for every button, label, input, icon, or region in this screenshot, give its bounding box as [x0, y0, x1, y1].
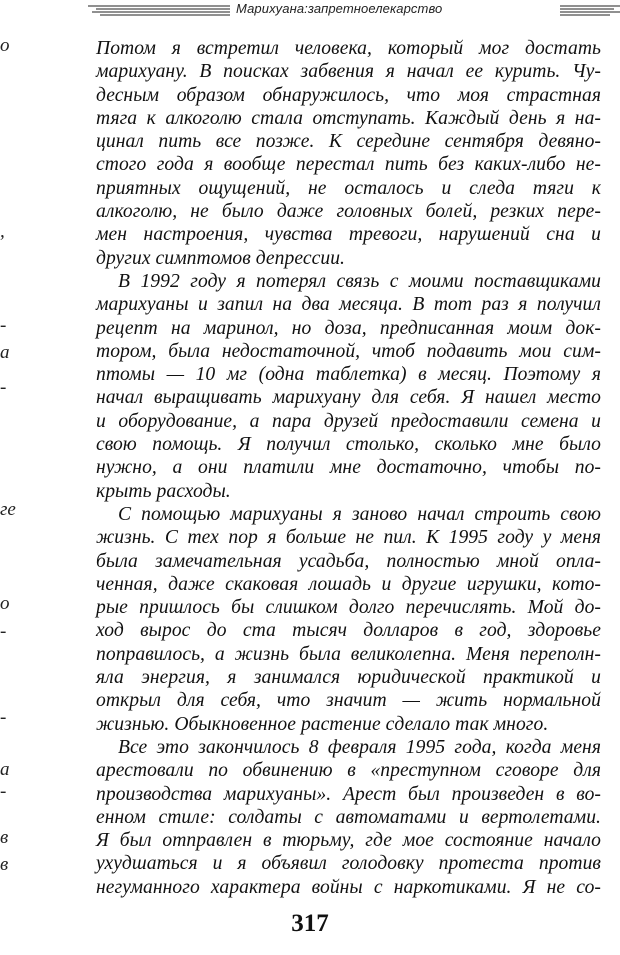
- text-line: тяга к алкоголю стала отступать. Каждый день я на-: [96, 107, 601, 129]
- header-title: Марихуана:запретноелекарство: [236, 1, 443, 16]
- text-line: приятных ощущений, не осталось и следа тяги к: [96, 177, 601, 199]
- margin-fragment: -: [0, 377, 7, 398]
- text-line: начал выращивать марихуану для себя. Я нашел место: [96, 387, 601, 409]
- margin-fragment: -: [0, 621, 7, 642]
- text-line: мен настроения, чувства тревоги, нарушений сна и: [96, 224, 601, 246]
- text-line: жизнью. Обыкновенное растение сделало так много.: [96, 713, 549, 735]
- text-line: яла энергия, я занимался юридической практикой и: [96, 667, 601, 689]
- text-line: других симптомов депрессии.: [96, 247, 345, 269]
- margin-fragment: ,: [0, 221, 5, 242]
- text-line: арестовали по обвинению в «преступном сговоре для: [96, 760, 601, 782]
- body-text: [96, 37, 601, 899]
- text-line: марихуаны и запил на два месяца. В тот раз я получил: [96, 294, 601, 316]
- text-line: енном стиле: солдаты с автоматами и вертолетами.: [96, 806, 601, 828]
- header-rule-left: [88, 4, 230, 16]
- text-line: марихуану. В поисках забвения я начал ее курить. Чу-: [96, 61, 601, 83]
- text-line: С помощью марихуаны я заново начал строить свою: [118, 503, 601, 525]
- running-header: [88, 0, 620, 20]
- text-line: стого года я вообще перестал пить без каких-либо не-: [96, 154, 601, 176]
- text-line: производства марихуаны». Арест был произведен в во-: [96, 783, 601, 805]
- text-line: птомы — 10 мг (одна таблетка) в месяц. Поэтому я: [96, 364, 601, 386]
- margin-fragment: о: [0, 593, 10, 614]
- text-line: рые пришлось бы слишком долго перечислять. Мой до-: [96, 597, 601, 619]
- text-line: нужно, а они платили мне достаточно, чтобы по-: [96, 457, 601, 479]
- margin-fragment: в: [0, 854, 9, 875]
- text-line: ход вырос до ста тысяч долларов в год, здоровье: [96, 620, 601, 642]
- text-line: ухудшаться и я объявил голодовку протеста против: [96, 853, 601, 875]
- text-line: В 1992 году я потерял связь с моими поставщиками: [118, 270, 601, 292]
- text-line: алкоголю, не было даже головных болей, резких пере-: [96, 201, 601, 223]
- margin-fragment: о: [0, 35, 10, 56]
- text-line: Все это закончилось 8 февраля 1995 года, когда меня: [118, 736, 601, 758]
- margin-fragment: -: [0, 781, 7, 802]
- text-line: Я был отправлен в тюрьму, где мое состояние начало: [96, 830, 601, 852]
- text-line: открыл для себя, что значит — жить нормальной: [96, 690, 601, 712]
- text-line: цинал пить все позже. К середине сентября девяно-: [96, 131, 601, 153]
- text-line: Потом я встретил человека, который мог достать: [96, 38, 601, 59]
- margin-fragment: а: [0, 759, 10, 780]
- margin-fragment: а: [0, 342, 10, 363]
- text-line: негуманного характера войны с наркотиками. Я не со-: [96, 876, 601, 898]
- header-rule-right: [560, 4, 620, 16]
- page-number: 317: [291, 910, 329, 937]
- text-line: тором, была недостаточной, чтоб подавить мои сим-: [96, 340, 601, 362]
- margin-fragment: -: [0, 707, 7, 728]
- text-line: ченная, даже скаковая лошадь и другие игрушки, кото-: [96, 573, 601, 595]
- margin-fragment: ге: [0, 499, 16, 520]
- text-line: жизнь. С тех пор я больше не пил. К 1995 году у меня: [96, 527, 601, 549]
- text-line: десным образом обнаружилось, что моя страстная: [96, 84, 601, 106]
- text-line: и оборудование, а пара друзей предоставили семена и: [96, 410, 601, 432]
- margin-fragment: -: [0, 315, 7, 336]
- text-line: свою помощь. Я получил столько, сколько мне было: [96, 434, 601, 456]
- margin-fragment: в: [0, 827, 9, 848]
- text-line: крыть расходы.: [96, 480, 231, 502]
- text-line: рецепт на маринол, но доза, предписанная моим док-: [96, 317, 601, 339]
- text-line: была замечательная усадьба, полностью мной опла-: [96, 550, 601, 572]
- text-line: поправилось, а жизнь была великолепна. Меня переполн-: [96, 643, 601, 665]
